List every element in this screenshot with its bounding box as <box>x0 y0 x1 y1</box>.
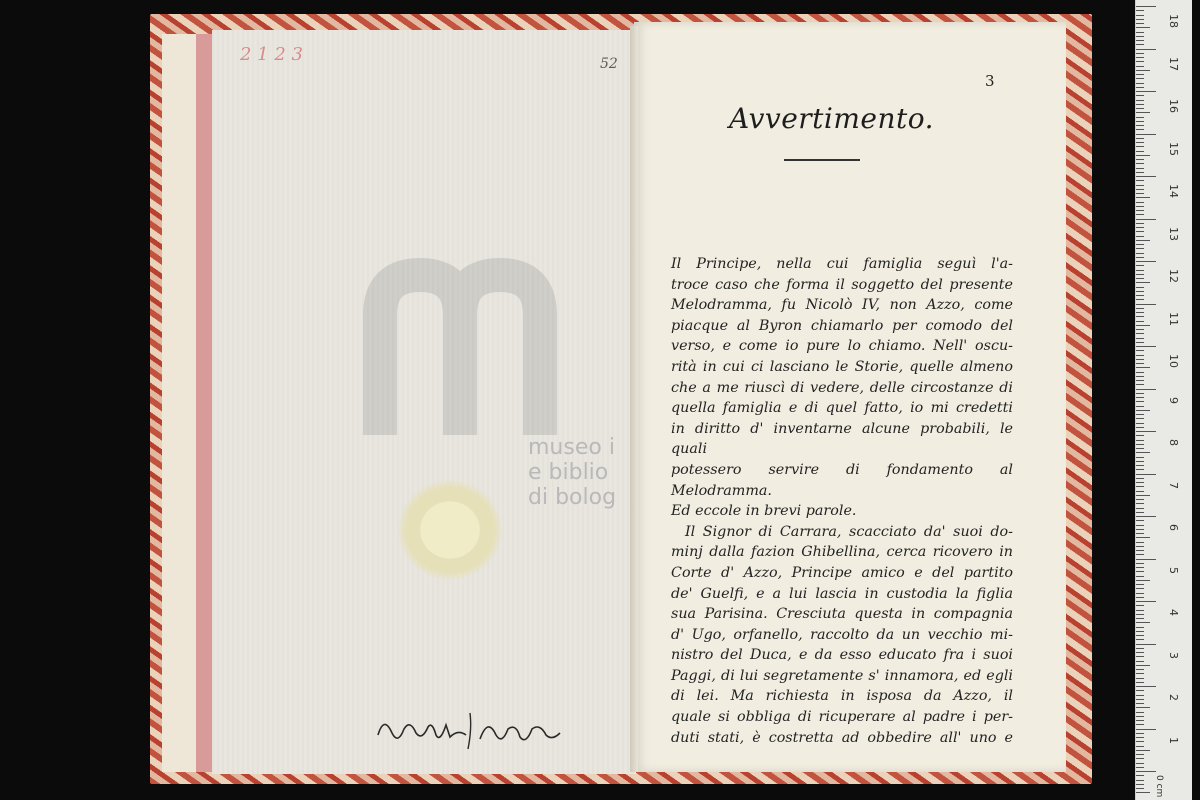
ruler-tick <box>1136 338 1144 339</box>
ruler-tick <box>1136 214 1144 215</box>
ruler-number: 7 <box>1167 481 1180 489</box>
ruler-number: 16 <box>1167 99 1180 113</box>
ruler-tick <box>1136 10 1144 11</box>
ruler-tick <box>1136 202 1144 203</box>
ruler-tick <box>1136 784 1144 785</box>
left-page-corner-mark: 52 <box>600 56 618 72</box>
text-line: piacque al Byron chiamarlo per comodo del <box>671 317 1013 334</box>
ruler-tick <box>1136 151 1144 152</box>
ruler-tick <box>1136 567 1144 568</box>
ruler-tick <box>1136 155 1150 156</box>
page-heading: Avvertimento. <box>729 102 935 135</box>
ruler-number: 18 <box>1167 14 1180 28</box>
ruler-tick <box>1136 452 1150 453</box>
ruler-number: 14 <box>1167 184 1180 198</box>
text-line: duti stati, è costretta ad obbedire all' uno e <box>671 729 1013 746</box>
ruler-tick <box>1136 74 1144 75</box>
ruler-tick <box>1136 142 1144 143</box>
ruler-tick <box>1136 661 1144 662</box>
measurement-ruler <box>1135 0 1192 800</box>
ruler-tick <box>1136 457 1144 458</box>
ruler-tick <box>1136 19 1144 20</box>
ruler-tick <box>1136 610 1144 611</box>
ruler-tick <box>1136 495 1150 496</box>
ruler-tick <box>1136 542 1144 543</box>
ruler-tick <box>1136 580 1150 581</box>
text-line: in diritto d' inventarne alcune probabili, le quali <box>671 420 1013 458</box>
ruler-tick <box>1136 601 1156 602</box>
ruler-tick <box>1136 754 1144 755</box>
ruler-tick <box>1136 83 1144 84</box>
ruler-tick <box>1136 66 1144 67</box>
ruler-tick <box>1136 104 1144 105</box>
text-line: Paggi, di lui segretamente s' innamora, ed egli <box>671 667 1013 684</box>
ruler-number: 11 <box>1167 311 1180 326</box>
ruler-tick <box>1136 427 1144 428</box>
text-line: minj dalla fazion Ghibellina, cerca ricovero in <box>671 544 1013 561</box>
ruler-tick <box>1136 257 1144 258</box>
ruler-tick <box>1136 410 1150 411</box>
ruler-tick <box>1136 78 1144 79</box>
ruler-tick <box>1136 321 1144 322</box>
ruler-tick <box>1136 299 1144 300</box>
ruler-tick <box>1136 261 1156 262</box>
ruler-tick <box>1136 588 1144 589</box>
ruler-tick <box>1136 563 1144 564</box>
ruler-tick <box>1136 533 1144 534</box>
ruler-number: 17 <box>1167 56 1180 71</box>
museum-watermark-m-icon <box>360 255 560 455</box>
text-line: de' Guelfi, e a lui lascia in custodia la figlia <box>671 585 1013 602</box>
ruler-tick <box>1136 57 1144 58</box>
ruler-tick <box>1136 380 1144 381</box>
ruler-tick <box>1136 270 1144 271</box>
ruler-tick <box>1136 491 1144 492</box>
ruler-tick <box>1136 108 1144 109</box>
ruler-tick <box>1136 469 1144 470</box>
heading-rule <box>784 159 860 161</box>
ruler-tick <box>1136 121 1144 122</box>
ruler-tick <box>1136 550 1144 551</box>
ruler-tick <box>1136 635 1144 636</box>
ruler-tick <box>1136 665 1150 666</box>
ruler-number: 9 <box>1167 396 1180 404</box>
ruler-number: 12 <box>1167 269 1180 283</box>
ruler-number: 6 <box>1167 524 1180 531</box>
ruler-tick <box>1136 729 1156 730</box>
ruler-tick <box>1136 767 1144 768</box>
ruler-tick <box>1136 597 1144 598</box>
ruler-tick <box>1136 554 1144 555</box>
ruler-tick <box>1136 746 1144 747</box>
ruler-number: 13 <box>1167 226 1180 241</box>
ruler-tick <box>1136 529 1144 530</box>
ruler-tick <box>1136 716 1144 717</box>
ruler-tick <box>1136 733 1144 734</box>
ruler-tick <box>1136 287 1144 288</box>
ruler-tick <box>1136 678 1144 679</box>
ruler-tick <box>1136 648 1144 649</box>
ruler-tick <box>1136 758 1144 759</box>
text-line: verso, e come io pure lo chiamo. Nell' oscu- <box>671 338 1013 355</box>
ruler-tick <box>1136 112 1150 113</box>
ruler-tick <box>1136 44 1144 45</box>
ruler-tick <box>1136 775 1144 776</box>
ruler-tick <box>1136 393 1144 394</box>
page-number: 3 <box>985 72 995 90</box>
ruler-tick <box>1136 346 1156 347</box>
ruler-tick <box>1136 180 1144 181</box>
ruler-tick <box>1136 771 1156 772</box>
ruler-tick <box>1136 406 1144 407</box>
ruler-tick <box>1136 227 1144 228</box>
ruler-tick <box>1136 584 1144 585</box>
ruler-tick <box>1136 197 1150 198</box>
ruler-tick <box>1136 673 1144 674</box>
ruler-tick <box>1136 686 1156 687</box>
ruler-tick <box>1136 316 1144 317</box>
ruler-tick <box>1136 414 1144 415</box>
text-line: troce caso che forma il soggetto del presente <box>671 276 1013 293</box>
binding-strip <box>196 34 212 772</box>
text-line: che a me riuscì di vedere, delle circostanze di <box>671 379 1013 396</box>
body-text <box>671 254 1013 748</box>
ruler-number: 3 <box>1167 651 1180 659</box>
ruler-tick <box>1136 138 1144 139</box>
ruler-tick <box>1136 291 1144 292</box>
text-line: potessero servire di fondamento al Melodramma. <box>671 461 1013 499</box>
watermark-line: e biblio <box>528 460 609 485</box>
pencil-note: 2 1 2 3 <box>240 44 303 65</box>
ruler-tick <box>1136 465 1144 466</box>
ruler-tick <box>1136 23 1144 24</box>
ruler-tick <box>1136 49 1156 50</box>
ruler-tick <box>1136 703 1144 704</box>
ruler-tick <box>1136 219 1156 220</box>
ruler-tick <box>1136 520 1144 521</box>
ruler-number: 10 <box>1167 354 1180 368</box>
ruler-tick <box>1136 117 1144 118</box>
ruler-tick <box>1136 486 1144 487</box>
ruler-tick <box>1136 448 1144 449</box>
ruler-tick <box>1136 695 1144 696</box>
ruler-number: 4 <box>1167 609 1180 616</box>
ruler-tick <box>1136 61 1144 62</box>
ruler-tick <box>1136 516 1156 517</box>
ruler-tick <box>1136 350 1144 351</box>
ruler-tick <box>1136 423 1144 424</box>
ruler-tick <box>1136 593 1144 594</box>
text-line: sua Parisina. Cresciuta questa in compagnia <box>671 606 1013 623</box>
ruler-tick <box>1136 333 1144 334</box>
ruler-tick <box>1136 308 1144 309</box>
handwritten-signature <box>370 705 570 755</box>
ruler-tick <box>1136 325 1150 326</box>
text-line: quale si obbliga di ricuperare al padre i per- <box>671 709 1013 726</box>
ruler-tick <box>1136 720 1144 721</box>
text-line: rità in cui ci lasciano le Storie, quelle almeno <box>671 358 1013 375</box>
ruler-tick <box>1136 172 1144 173</box>
ruler-tick <box>1136 627 1144 628</box>
ruler-tick <box>1136 355 1144 356</box>
ruler-tick <box>1136 376 1144 377</box>
ruler-tick <box>1136 508 1144 509</box>
ruler-tick <box>1136 253 1144 254</box>
ruler-tick <box>1136 644 1156 645</box>
watermark-line: museo i <box>528 435 615 460</box>
ruler-tick <box>1136 32 1144 33</box>
ruler-tick <box>1136 656 1144 657</box>
ruler-tick <box>1136 788 1144 789</box>
text-line: di lei. Ma richiesta in isposa da Azzo, il <box>671 688 1013 705</box>
ruler-tick <box>1136 435 1144 436</box>
ruler-tick <box>1136 363 1144 364</box>
ruler-tick <box>1136 159 1144 160</box>
ruler-tick <box>1136 36 1144 37</box>
ruler-tick <box>1136 70 1150 71</box>
ruler-tick <box>1136 53 1144 54</box>
ruler-tick <box>1136 525 1144 526</box>
ruler-tick <box>1136 559 1156 560</box>
ruler-tick <box>1136 792 1150 793</box>
ruler-number: 5 <box>1167 566 1180 574</box>
book-spine <box>630 26 638 772</box>
ruler-tick <box>1136 631 1144 632</box>
ruler-tick <box>1136 707 1150 708</box>
ruler-tick <box>1136 418 1144 419</box>
ruler-tick <box>1136 724 1144 725</box>
ruler-tick <box>1136 622 1150 623</box>
ruler-tick <box>1136 342 1144 343</box>
ruler-tick <box>1136 134 1156 135</box>
ruler-tick <box>1136 401 1144 402</box>
ruler-tick <box>1136 618 1144 619</box>
ruler-tick <box>1136 440 1144 441</box>
ruler-number: 2 <box>1167 694 1180 701</box>
ruler-tick <box>1136 367 1150 368</box>
ruler-tick <box>1136 503 1144 504</box>
ruler-tick <box>1136 384 1144 385</box>
ruler-tick <box>1136 389 1156 390</box>
ruler-number: 15 <box>1167 141 1180 156</box>
ruler-tick <box>1136 95 1144 96</box>
text-line: nistro del Duca, e da esso educato fra i suoi <box>671 647 1013 664</box>
ruler-tick <box>1136 189 1144 190</box>
ruler-tick <box>1136 163 1144 164</box>
ruler-tick <box>1136 546 1144 547</box>
text-line: Ed eccole in brevi parole. <box>671 503 857 520</box>
ruler-tick <box>1136 690 1144 691</box>
ruler-tick <box>1136 682 1144 683</box>
ruler-tick <box>1136 282 1150 283</box>
ruler-tick <box>1136 605 1144 606</box>
ruler-tick <box>1136 763 1144 764</box>
ruler-tick <box>1136 461 1144 462</box>
ruler-tick <box>1136 236 1144 237</box>
library-stamp-seal <box>398 480 502 580</box>
ruler-tick <box>1136 741 1144 742</box>
ruler-tick <box>1136 274 1144 275</box>
ruler-tick <box>1136 614 1144 615</box>
ruler-tick <box>1136 537 1150 538</box>
ruler-tick <box>1136 210 1144 211</box>
ruler-tick <box>1136 359 1144 360</box>
ruler-tick <box>1136 737 1144 738</box>
text-line: d' Ugo, orfanello, raccolto da un vecchio mi- <box>671 626 1013 643</box>
ruler-tick <box>1136 639 1144 640</box>
ruler-tick <box>1136 780 1144 781</box>
ruler-tick <box>1136 100 1144 101</box>
ruler-tick <box>1136 240 1150 241</box>
ruler-tick <box>1136 669 1144 670</box>
ruler-tick <box>1136 193 1144 194</box>
ruler-tick <box>1136 129 1144 130</box>
ruler-tick <box>1136 146 1144 147</box>
ruler-tick <box>1136 278 1144 279</box>
ruler-tick <box>1136 372 1144 373</box>
ruler-tick <box>1136 699 1144 700</box>
ruler-tick <box>1136 15 1144 16</box>
ruler-tick <box>1136 87 1144 88</box>
text-line: Corte d' Azzo, Principe amico e del partito <box>671 564 1013 581</box>
ruler-tick <box>1136 304 1156 305</box>
ruler-unit-label: 0 cm <box>1154 775 1164 798</box>
ruler-tick <box>1136 397 1144 398</box>
ruler-tick <box>1136 444 1144 445</box>
ruler-number: 1 <box>1167 736 1180 744</box>
ruler-number: 8 <box>1167 439 1180 446</box>
ruler-tick <box>1136 125 1144 126</box>
ruler-tick <box>1136 40 1144 41</box>
ruler-tick <box>1136 478 1144 479</box>
ruler-tick <box>1136 431 1156 432</box>
text-line: Melodramma, fu Nicolò IV, non Azzo, come <box>671 297 1013 314</box>
ruler-tick <box>1136 512 1144 513</box>
ruler-tick <box>1136 248 1144 249</box>
ruler-tick <box>1136 27 1150 28</box>
ruler-tick <box>1136 295 1144 296</box>
ruler-tick <box>1136 499 1144 500</box>
ruler-tick <box>1136 223 1144 224</box>
ruler-tick <box>1136 231 1144 232</box>
ruler-tick <box>1136 265 1144 266</box>
ruler-tick <box>1136 6 1156 7</box>
ruler-tick <box>1136 712 1144 713</box>
ruler-tick <box>1136 474 1156 475</box>
ruler-tick <box>1136 571 1144 572</box>
ruler-tick <box>1136 168 1144 169</box>
ruler-tick <box>1136 482 1144 483</box>
ruler-tick <box>1136 185 1144 186</box>
ruler-tick <box>1136 312 1144 313</box>
ruler-tick <box>1136 244 1144 245</box>
ruler-tick <box>1136 652 1144 653</box>
ruler-tick <box>1136 206 1144 207</box>
ruler-tick <box>1136 91 1156 92</box>
text-line: Il Signor di Carrara, scacciato da' suoi do- <box>685 523 1013 540</box>
ruler-tick <box>1136 576 1144 577</box>
text-line: quella famiglia e di quel fatto, io mi credetti <box>671 400 1013 417</box>
ruler-tick <box>1136 176 1156 177</box>
watermark-line: di bolog <box>528 485 617 510</box>
ruler-tick <box>1136 329 1144 330</box>
text-line: Il Principe, nella cui famiglia seguì l'a- <box>671 256 1013 272</box>
watermark-text <box>528 435 616 510</box>
ruler-tick <box>1136 750 1150 751</box>
